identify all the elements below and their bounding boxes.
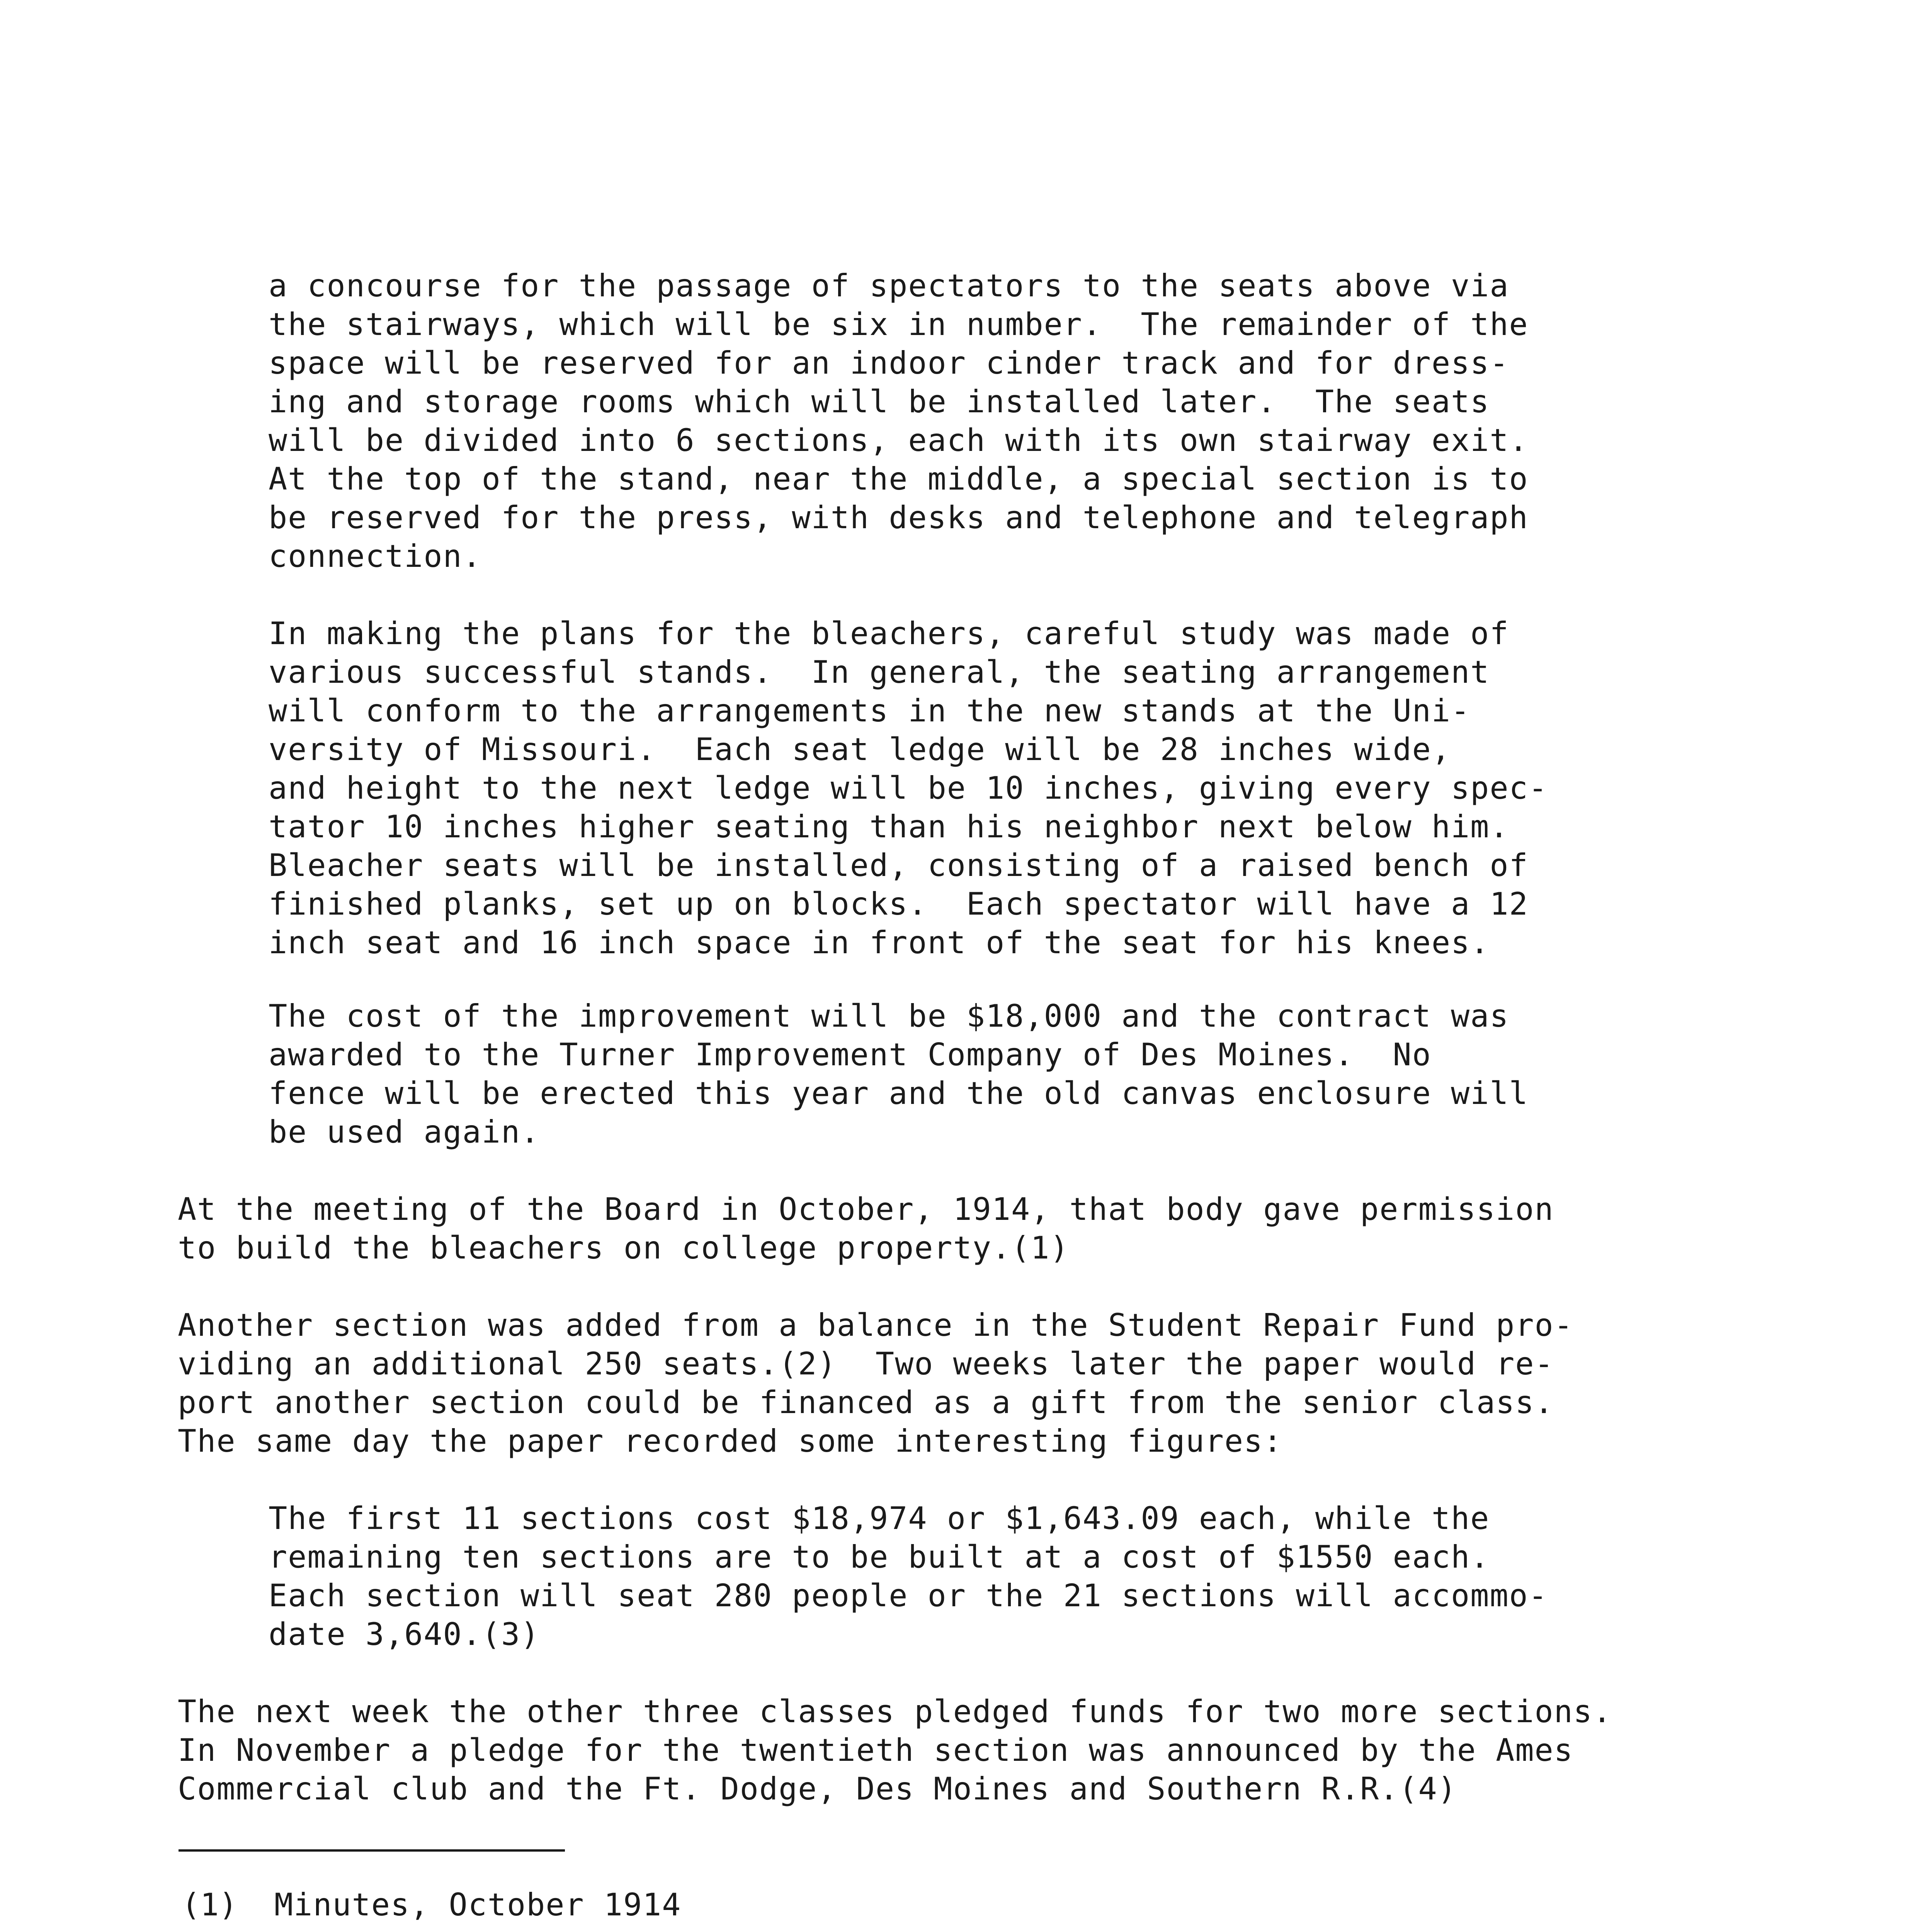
- text-line: At the top of the stand, near the middle, a special section is to: [269, 461, 1529, 497]
- text-line: viding an additional 250 seats.(2) Two weeks later the paper would re-: [178, 1346, 1554, 1382]
- text-line: finished planks, set up on blocks. Each spectator will have a 12: [269, 886, 1529, 922]
- text-line: fence will be erected this year and the old canvas enclosure will: [269, 1075, 1529, 1111]
- text-line: The cost of the improvement will be $18,000 and the contract was: [269, 998, 1509, 1034]
- footnote-separator: [179, 1849, 565, 1852]
- text-line: port another section could be financed as a gift from the senior class.: [178, 1384, 1554, 1420]
- footnote-text: Minutes, October 1914: [274, 1887, 682, 1923]
- text-line: to build the bleachers on college property.(1): [178, 1230, 1070, 1266]
- text-line: Bleacher seats will be installed, consisting of a raised bench of: [269, 847, 1529, 883]
- text-line: and height to the next ledge will be 10 inches, giving every spec-: [269, 770, 1548, 806]
- text-line: The next week the other three classes pledged funds for two more sections.: [178, 1694, 1612, 1730]
- text-line: In making the plans for the bleachers, careful study was made of: [269, 616, 1509, 651]
- text-line: be used again.: [269, 1114, 540, 1150]
- text-line: various successful stands. In general, the seating arrangement: [269, 654, 1490, 690]
- text-line: space will be reserved for an indoor cinder track and for dress-: [269, 345, 1509, 381]
- text-line: Commercial club and the Ft. Dodge, Des Moines and Southern R.R.(4): [178, 1771, 1457, 1807]
- text-line: connection.: [269, 538, 482, 574]
- text-line: Another section was added from a balance in the Student Repair Fund pro-: [178, 1307, 1573, 1343]
- text-line: will conform to the arrangements in the new stands at the Uni-: [269, 693, 1471, 729]
- text-line: remaining ten sections are to be built at a cost of $1550 each.: [269, 1539, 1490, 1575]
- text-line: will be divided into 6 sections, each with its own stairway exit.: [269, 422, 1529, 458]
- footnote-number: (1): [182, 1887, 238, 1923]
- text-line: a concourse for the passage of spectators to the seats above via: [269, 268, 1509, 304]
- text-line: awarded to the Turner Improvement Company of Des Moines. No: [269, 1037, 1432, 1073]
- text-line: date 3,640.(3): [269, 1616, 540, 1652]
- text-line: versity of Missouri. Each seat ledge will be 28 inches wide,: [269, 731, 1451, 767]
- text-line: the stairways, which will be six in number. The remainder of the: [269, 306, 1529, 342]
- text-line: be reserved for the press, with desks and telephone and telegraph: [269, 500, 1529, 536]
- text-line: The same day the paper recorded some interesting figures:: [178, 1423, 1283, 1459]
- text-line: tator 10 inches higher seating than his neighbor next below him.: [269, 809, 1509, 845]
- text-line: inch seat and 16 inch space in front of the seat for his knees.: [269, 925, 1490, 961]
- text-line: ing and storage rooms which will be installed later. The seats: [269, 384, 1490, 420]
- text-line: In November a pledge for the twentieth section was announced by the Ames: [178, 1732, 1573, 1768]
- text-line: Each section will seat 280 people or the 21 sections will accommo-: [269, 1578, 1548, 1614]
- text-line: At the meeting of the Board in October, 1914, that body gave permission: [178, 1191, 1554, 1227]
- text-line: The first 11 sections cost $18,974 or $1,643.09 each, while the: [269, 1500, 1490, 1536]
